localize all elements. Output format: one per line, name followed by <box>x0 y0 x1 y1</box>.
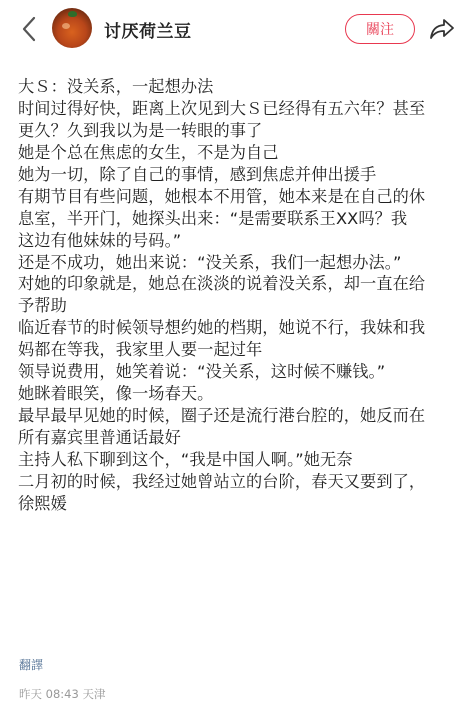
post-text-line: 她为一切，除了自己的事情，感到焦虑并伸出援手 <box>18 164 377 184</box>
post-text-line: 对她的印象就是，她总在淡淡的说着没关系，却一直在给 <box>18 274 426 294</box>
post-meta: 昨天 08:43 天津 <box>19 687 106 701</box>
top-bar <box>0 0 474 58</box>
share-button[interactable] <box>428 15 456 43</box>
post-text-line: 所有嘉宾里普通话最好 <box>18 428 181 447</box>
post-text-line: 领导说费用，她笑着说：“没关系，这时候不赚钱。” <box>18 362 386 382</box>
post-text-line: 予帮助 <box>18 296 67 316</box>
post-text-line: 妈都在等我，我家里人要一起过年 <box>18 340 263 360</box>
follow-button[interactable]: 關注 <box>345 14 415 44</box>
avatar-highlight <box>62 23 70 29</box>
post-text-line: 她是个总在焦虑的女生，不是为自己 <box>18 142 279 162</box>
post-text-line: 二月初的时候，我经过她曾站立的台阶，春天又要到了， <box>18 471 426 491</box>
avatar[interactable] <box>52 8 92 48</box>
post-text-line: 临近春节的时候领导想约她的档期，她说不行，我妹和我 <box>18 318 426 338</box>
translate-link[interactable]: 翻譯 <box>19 658 44 672</box>
back-arrow-icon <box>22 16 36 42</box>
post-text-line: 主持人私下聊到这个，“我是中国人啊。”她无奈 <box>18 449 353 469</box>
post-text-line: 这边有他妹妹的号码。” <box>18 230 182 250</box>
avatar-leaf <box>68 11 77 17</box>
post-text-line: 大Ｓ：没关系，一起想办法 <box>18 77 214 96</box>
share-icon <box>429 17 455 41</box>
post-text-line: 徐熙媛 <box>18 493 67 513</box>
post-text-line: 还是不成功，她出来说：“没关系，我们一起想办法。” <box>18 252 402 272</box>
back-button[interactable] <box>16 14 42 44</box>
post-text-line: 时间过得好快，距离上次见到大Ｓ已经得有五六年？甚至 <box>18 98 426 118</box>
post-text-line: 她眯着眼笑，像一场春天。 <box>18 384 214 404</box>
post-text-line: 有期节目有些问题，她根本不用管，她本来是在自己的休 <box>18 186 426 206</box>
post-text-line: 最早最早见她的时候，圈子还是流行港台腔的，她反而在 <box>18 406 426 426</box>
post-text-line: 息室，半开门，她探头出来：“是需要联系王XX吗？我 <box>18 208 408 228</box>
username[interactable]: 讨厌荷兰豆 <box>104 22 192 42</box>
post-body <box>18 76 464 515</box>
post-text-line: 更久？久到我以为是一转眼的事了 <box>18 120 263 140</box>
